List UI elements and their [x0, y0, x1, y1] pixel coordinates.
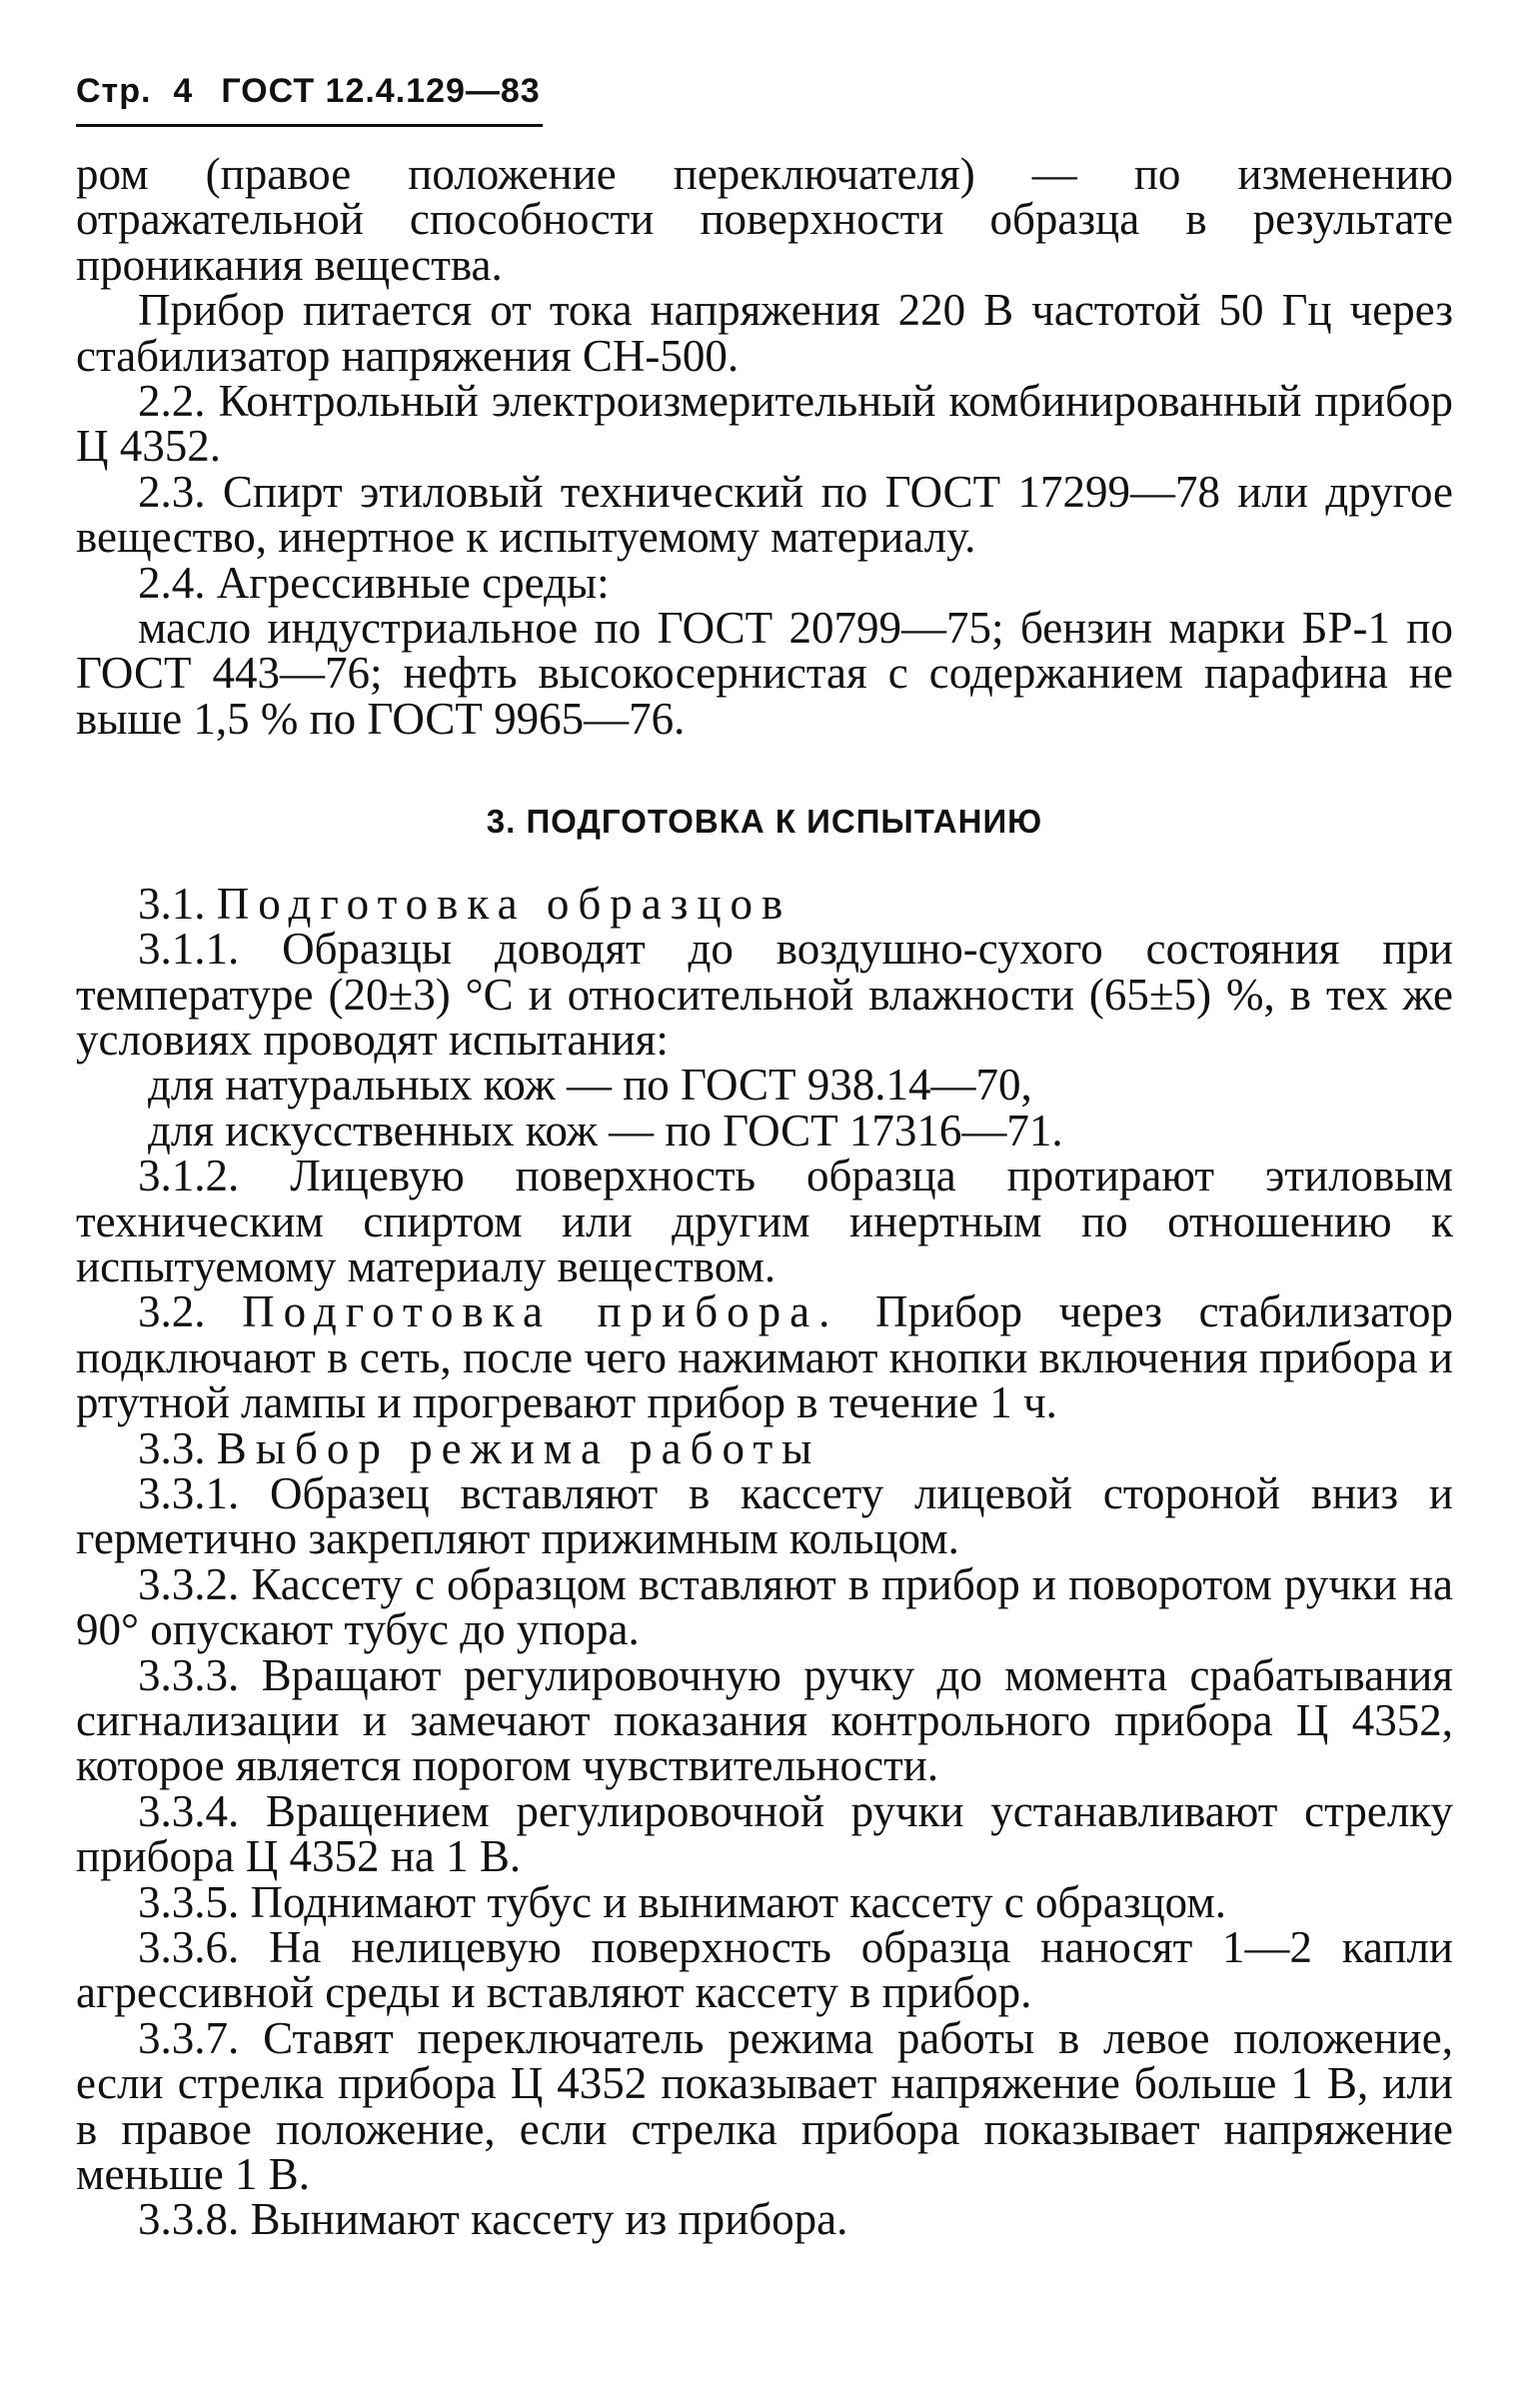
paragraph: масло индустриальное по ГОСТ 20799—75; бензин марки БР-1 по ГОСТ 443—76; нефть высокосернистая с содержанием парафина не выше 1,5 % по ГОСТ 9965—76. — [76, 603, 1453, 744]
page-label: Стр. — [76, 72, 152, 110]
document-body — [76, 149, 1453, 2245]
paragraph: 3.3.6. На нелицевую поверхность образца наносят 1—2 капли агрессивной среды и вставляют кассету в прибор. — [76, 1922, 1453, 2018]
paragraph: 3.3.4. Вращением регулировочной ручки устанавливают стрелку прибора Ц 4352 на 1 В. — [76, 1785, 1453, 1882]
paragraph: 3.3.7. Ставят переключатель режима работы в левое положение, если стрелка прибора Ц 4352 показывает напряжение больше 1 В, или в правое положение, если стрелка прибора показывает напряжение меньше 1 В. — [76, 2012, 1453, 2200]
clause-number: 3.1. — [138, 878, 206, 929]
paragraph: 2.2. Контрольный электроизмерительный комбинированный прибор Ц 4352. — [76, 376, 1453, 472]
header-rule — [76, 124, 543, 127]
paragraph: 3.1.2. Лицевую поверхность образца протирают этиловым техническим спиртом или другим инертным по отношению к испытуемому материалу веществом. — [76, 1151, 1453, 1291]
clause-title: Подготовка прибора. — [242, 1286, 839, 1337]
paragraph: 2.3. Спирт этиловый технический по ГОСТ 17299—78 или другое вещество, инертное к испытуемому материалу. — [76, 466, 1453, 563]
paragraph: 3.3.2. Кассету с образцом вставляют в прибор и поворотом ручки на 90° опускают тубус до упора. — [76, 1558, 1453, 1655]
page-number: 4 — [173, 72, 194, 110]
page-header — [76, 72, 546, 111]
paragraph: 3.3.1. Образец вставляют в кассету лицевой стороной вниз и герметично закрепляют прижимным кольцом. — [76, 1467, 1453, 1564]
clause-title: Подготовка образцов — [216, 878, 792, 929]
clause-number: 3.2. — [138, 1286, 206, 1337]
section-heading: 3. ПОДГОТОВКА К ИСПЫТАНИЮ — [486, 803, 1043, 841]
clause-title: Выбор режима работы — [216, 1422, 821, 1473]
clause-number: 3.3. — [138, 1422, 206, 1473]
paragraph — [76, 1286, 1453, 1428]
paragraph: 3.1.1. Образцы доводят до воздушно-сухого состояния при температуре (20±3) °С и относительной влажности (65±5) %, в тех же условиях проводят испытания: — [76, 924, 1453, 1065]
paragraph: Прибор питается от тока напряжения 220 В частотой 50 Гц через стабилизатор напряжения СН-500. — [76, 285, 1453, 381]
paragraph: 3.3.5. Поднимают тубус и вынимают кассету с образцом. — [138, 1876, 1227, 1927]
paragraph: 3.3.8. Вынимают кассету из прибора. — [138, 2194, 848, 2245]
subsection-heading — [76, 878, 1453, 929]
list-item: для натуральных кож — по ГОСТ 938.14—70, — [148, 1060, 1032, 1111]
clause-text: Прибор через стабилизатор подключают в сеть, после чего нажимают кнопки включения прибора и ртутной лампы и прогревают прибор в течение 1 ч. — [76, 1286, 1453, 1428]
list-item: для искусственных кож — по ГОСТ 17316—71. — [148, 1105, 1063, 1156]
paragraph: 2.4. Агрессивные среды: — [138, 557, 610, 608]
subsection-heading — [76, 1422, 1453, 1473]
standard-number: ГОСТ 12.4.129—83 — [221, 72, 541, 110]
paragraph: 3.3.3. Вращают регулировочную ручку до момента срабатывания сигнализации и замечают показания контрольного прибора Ц 4352, которое является порогом чувствительности. — [76, 1649, 1453, 1791]
paragraph: ром (правое положение переключателя) — по изменению отражательной способности поверхности образца в результате проникания вещества. — [76, 149, 1453, 290]
